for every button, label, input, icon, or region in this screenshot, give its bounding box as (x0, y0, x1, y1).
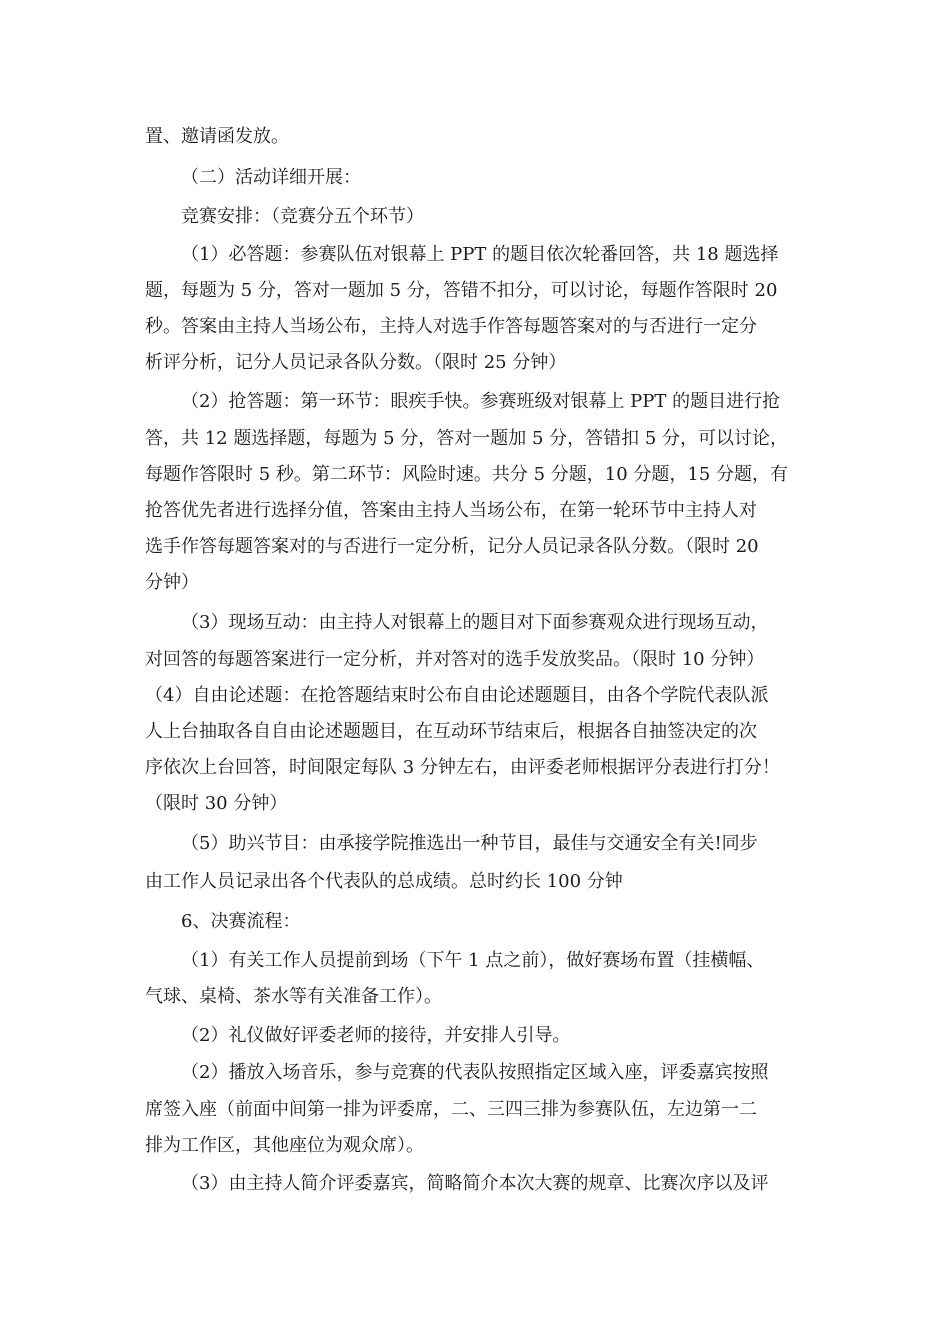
text-line: （1）有关工作人员提前到场（下午 1 点之前），做好赛场布置（挂横幅、 (181, 950, 765, 971)
text-line: （2）播放入场音乐，参与竞赛的代表队按照指定区域入座，评委嘉宾按照 (181, 1062, 769, 1083)
text-line: 席签入座（前面中间第一排为评委席，二、三四三排为参赛队伍，左边第一二 (145, 1099, 757, 1120)
text-line: 析评分析，记分人员记录各队分数。（限时 25 分钟） (145, 352, 567, 373)
text-line: 对回答的每题答案进行一定分析，并对答对的选手发放奖品。（限时 10 分钟） (145, 649, 765, 670)
text-line: 题，每题为 5 分，答对一题加 5 分，答错不扣分，可以讨论，每题作答限时 20 (145, 280, 778, 301)
text-line: （2）抢答题：第一环节：眼疾手快。参赛班级对银幕上 PPT 的题目进行抢 (181, 391, 781, 412)
text-line: 气球、桌椅、茶水等有关准备工作）。 (145, 986, 442, 1007)
text-line: 秒。答案由主持人当场公布，主持人对选手作答每题答案对的与否进行一定分 (145, 316, 757, 337)
text-line: 答，共 12 题选择题，每题为 5 分，答对一题加 5 分，答错扣 5 分，可以讨论， (145, 428, 789, 449)
text-line: 置、邀请函发放。 (145, 126, 289, 147)
text-line: 由工作人员记录出各个代表队的总成绩。总时约长 100 分钟 (145, 871, 623, 892)
text-line: 竞赛安排：（竞赛分五个环节） (181, 206, 424, 227)
text-line: （限时 30 分钟） (145, 793, 288, 814)
text-line: 序依次上台回答，时间限定每队 3 分钟左右，由评委老师根据评分表进行打分！ (145, 757, 780, 778)
text-line: 每题作答限时 5 秒。第二环节：风险时速。共分 5 分题，10 分题，15 分题，有 (145, 464, 789, 485)
text-line: （4）自由论述题：在抢答题结束时公布自由论述题题目，由各个学院代表队派 (145, 685, 769, 706)
text-line: 人上台抽取各自自由论述题题目，在互动环节结束后，根据各自抽签决定的次 (145, 721, 757, 742)
section-heading: （二）活动详细开展： (181, 167, 361, 188)
section-heading: 6、决赛流程： (181, 911, 301, 932)
text-line: （1）必答题：参赛队伍对银幕上 PPT 的题目依次轮番回答，共 18 题选择 (181, 244, 779, 265)
text-line: （5）助兴节目：由承接学院推选出一种节目，最佳与交通安全有关!同步 (181, 833, 758, 854)
text-line: （3）由主持人简介评委嘉宾，简略简介本次大赛的规章、比赛次序以及评 (181, 1173, 769, 1194)
text-line: （2）礼仪做好评委老师的接待，并安排人引导。 (181, 1025, 571, 1046)
text-line: 选手作答每题答案对的与否进行一定分析，记分人员记录各队分数。（限时 20 (145, 536, 759, 557)
text-line: （3）现场互动：由主持人对银幕上的题目对下面参赛观众进行现场互动， (181, 612, 769, 633)
text-line: 分钟） (145, 572, 199, 593)
text-line: 排为工作区，其他座位为观众席）。 (145, 1135, 424, 1156)
text-line: 抢答优先者进行选择分值，答案由主持人当场公布，在第一轮环节中主持人对 (145, 500, 757, 521)
